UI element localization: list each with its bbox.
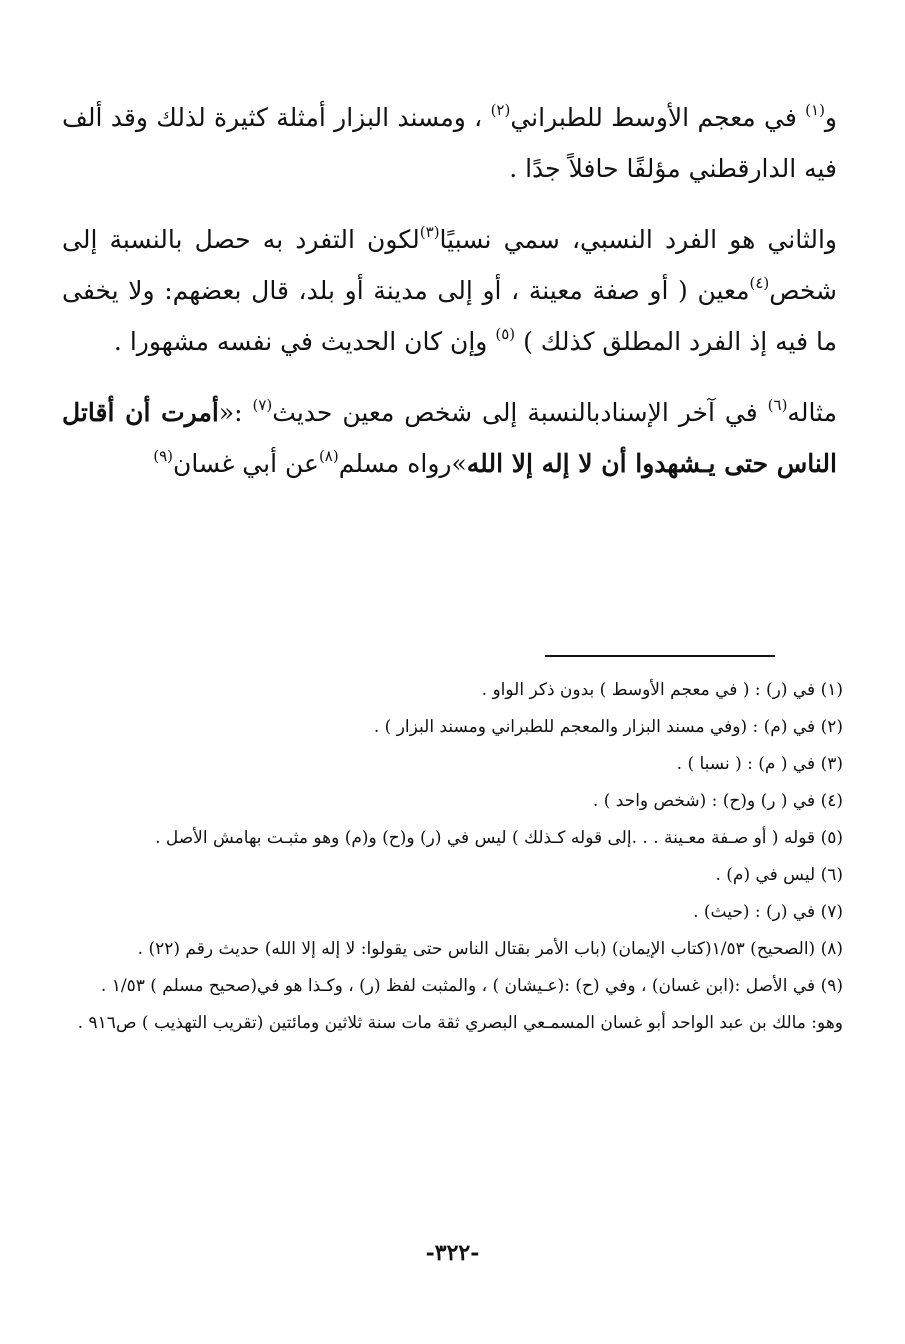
- text-segment: لكون التفرد به حصل بالنسبة إلى شخص: [62, 225, 837, 305]
- footnote-ref-5: (٥): [495, 325, 516, 343]
- hadith-quote: أمرت أن أقاتل الناس حتى يـشهدوا أن لا إله إلا الله: [62, 398, 837, 478]
- footnote-1: (١) في (ر) : ( في معجم الأوسط ) بدون ذكر الواو .: [481, 680, 843, 700]
- paragraph-1: [62, 92, 837, 194]
- text-segment: »رواه مسلم: [338, 449, 467, 478]
- footnote-ref-8: (٨): [318, 447, 339, 465]
- paragraph-3: [62, 387, 837, 489]
- footnote-ref-6: (٦): [767, 396, 788, 414]
- text-segment: مثاله: [787, 398, 837, 427]
- paragraph-2: [62, 214, 837, 367]
- footnote-ref-9: (٩): [153, 447, 173, 465]
- text-segment: و: [824, 103, 837, 132]
- text-segment: وإن كان الحديث في نفسه مشهورا .: [113, 327, 496, 356]
- text-segment: :«: [218, 398, 253, 427]
- footnote-2: (٢) في (م) : (وفي مسند البزار والمعجم للطبراني ومسند البزار ) .: [373, 717, 843, 737]
- footnote-9: (٩) في الأصل :(ابن غسان) ، وفي (ح) :(عـيشان ) ، والمثبت لفظ (ر) ، وكـذا هو في(صحيح مسلم ) ١/٥٣ .: [100, 976, 843, 996]
- footnote-5: (٥) قوله ( أو صـفة معـينة . . .إلى قوله كـذلك ) ليس في (ر) و(ح) و(م) وهو مثبـت بهامش الأصل .: [155, 828, 843, 848]
- text-segment: عن أبي غسان: [173, 449, 319, 478]
- text-segment: والثاني هو الفرد النسبي، سمي نسبيًا: [439, 225, 837, 254]
- footnote-8: (٨) (الصحيح) ١/٥٣(كتاب الإيمان) (باب الأمر بقتال الناس حتى يقولوا: لا إله إلا الله) حديث رقم (٢٢) .: [137, 939, 843, 959]
- footnote-ref-3: (٣): [419, 223, 440, 241]
- main-text: [62, 92, 837, 507]
- page-number: -٣٢٢-: [425, 1240, 480, 1266]
- footnote-separator: [545, 655, 775, 657]
- text-segment: في آخر الإسنادبالنسبة إلى شخص معين حديث: [272, 398, 768, 427]
- footnote-9-continuation: وهو: مالك بن عبد الواحد أبو غسان المسمـعي البصري ثقة مات سنة ثلاثين ومائتين (تقريب التهذيب ) ص٩١٦ .: [77, 1013, 843, 1033]
- footnote-ref-1: (١): [805, 101, 825, 119]
- footnotes: [62, 672, 843, 1042]
- footnote-6: (٦) ليس في (م) .: [715, 865, 843, 885]
- footnote-ref-2: (٢): [490, 101, 511, 119]
- footnote-4: (٤) في ( ر) و(ح) : (شخص واحد ) .: [592, 791, 843, 811]
- text-segment: معين ( أو صفة معينة ، أو إلى مدينة أو بلد، قال بعضهم: ولا يخفى ما فيه إذ الفرد المطلق كذلك ): [62, 276, 837, 356]
- footnote-ref-4: (٤): [749, 274, 770, 292]
- footnote-ref-7: (٧): [252, 396, 273, 414]
- footnote-7: (٧) في (ر) : (حيث) .: [693, 902, 843, 922]
- footnote-3: (٣) في ( م) : ( نسبا ) .: [676, 754, 843, 774]
- text-segment: ، ومسند البزار أمثلة كثيرة لذلك وقد ألف فيه الدارقطني مؤلفًا حافلاً جدًا .: [62, 103, 837, 183]
- text-segment: في معجم الأوسط للطبراني: [510, 103, 806, 132]
